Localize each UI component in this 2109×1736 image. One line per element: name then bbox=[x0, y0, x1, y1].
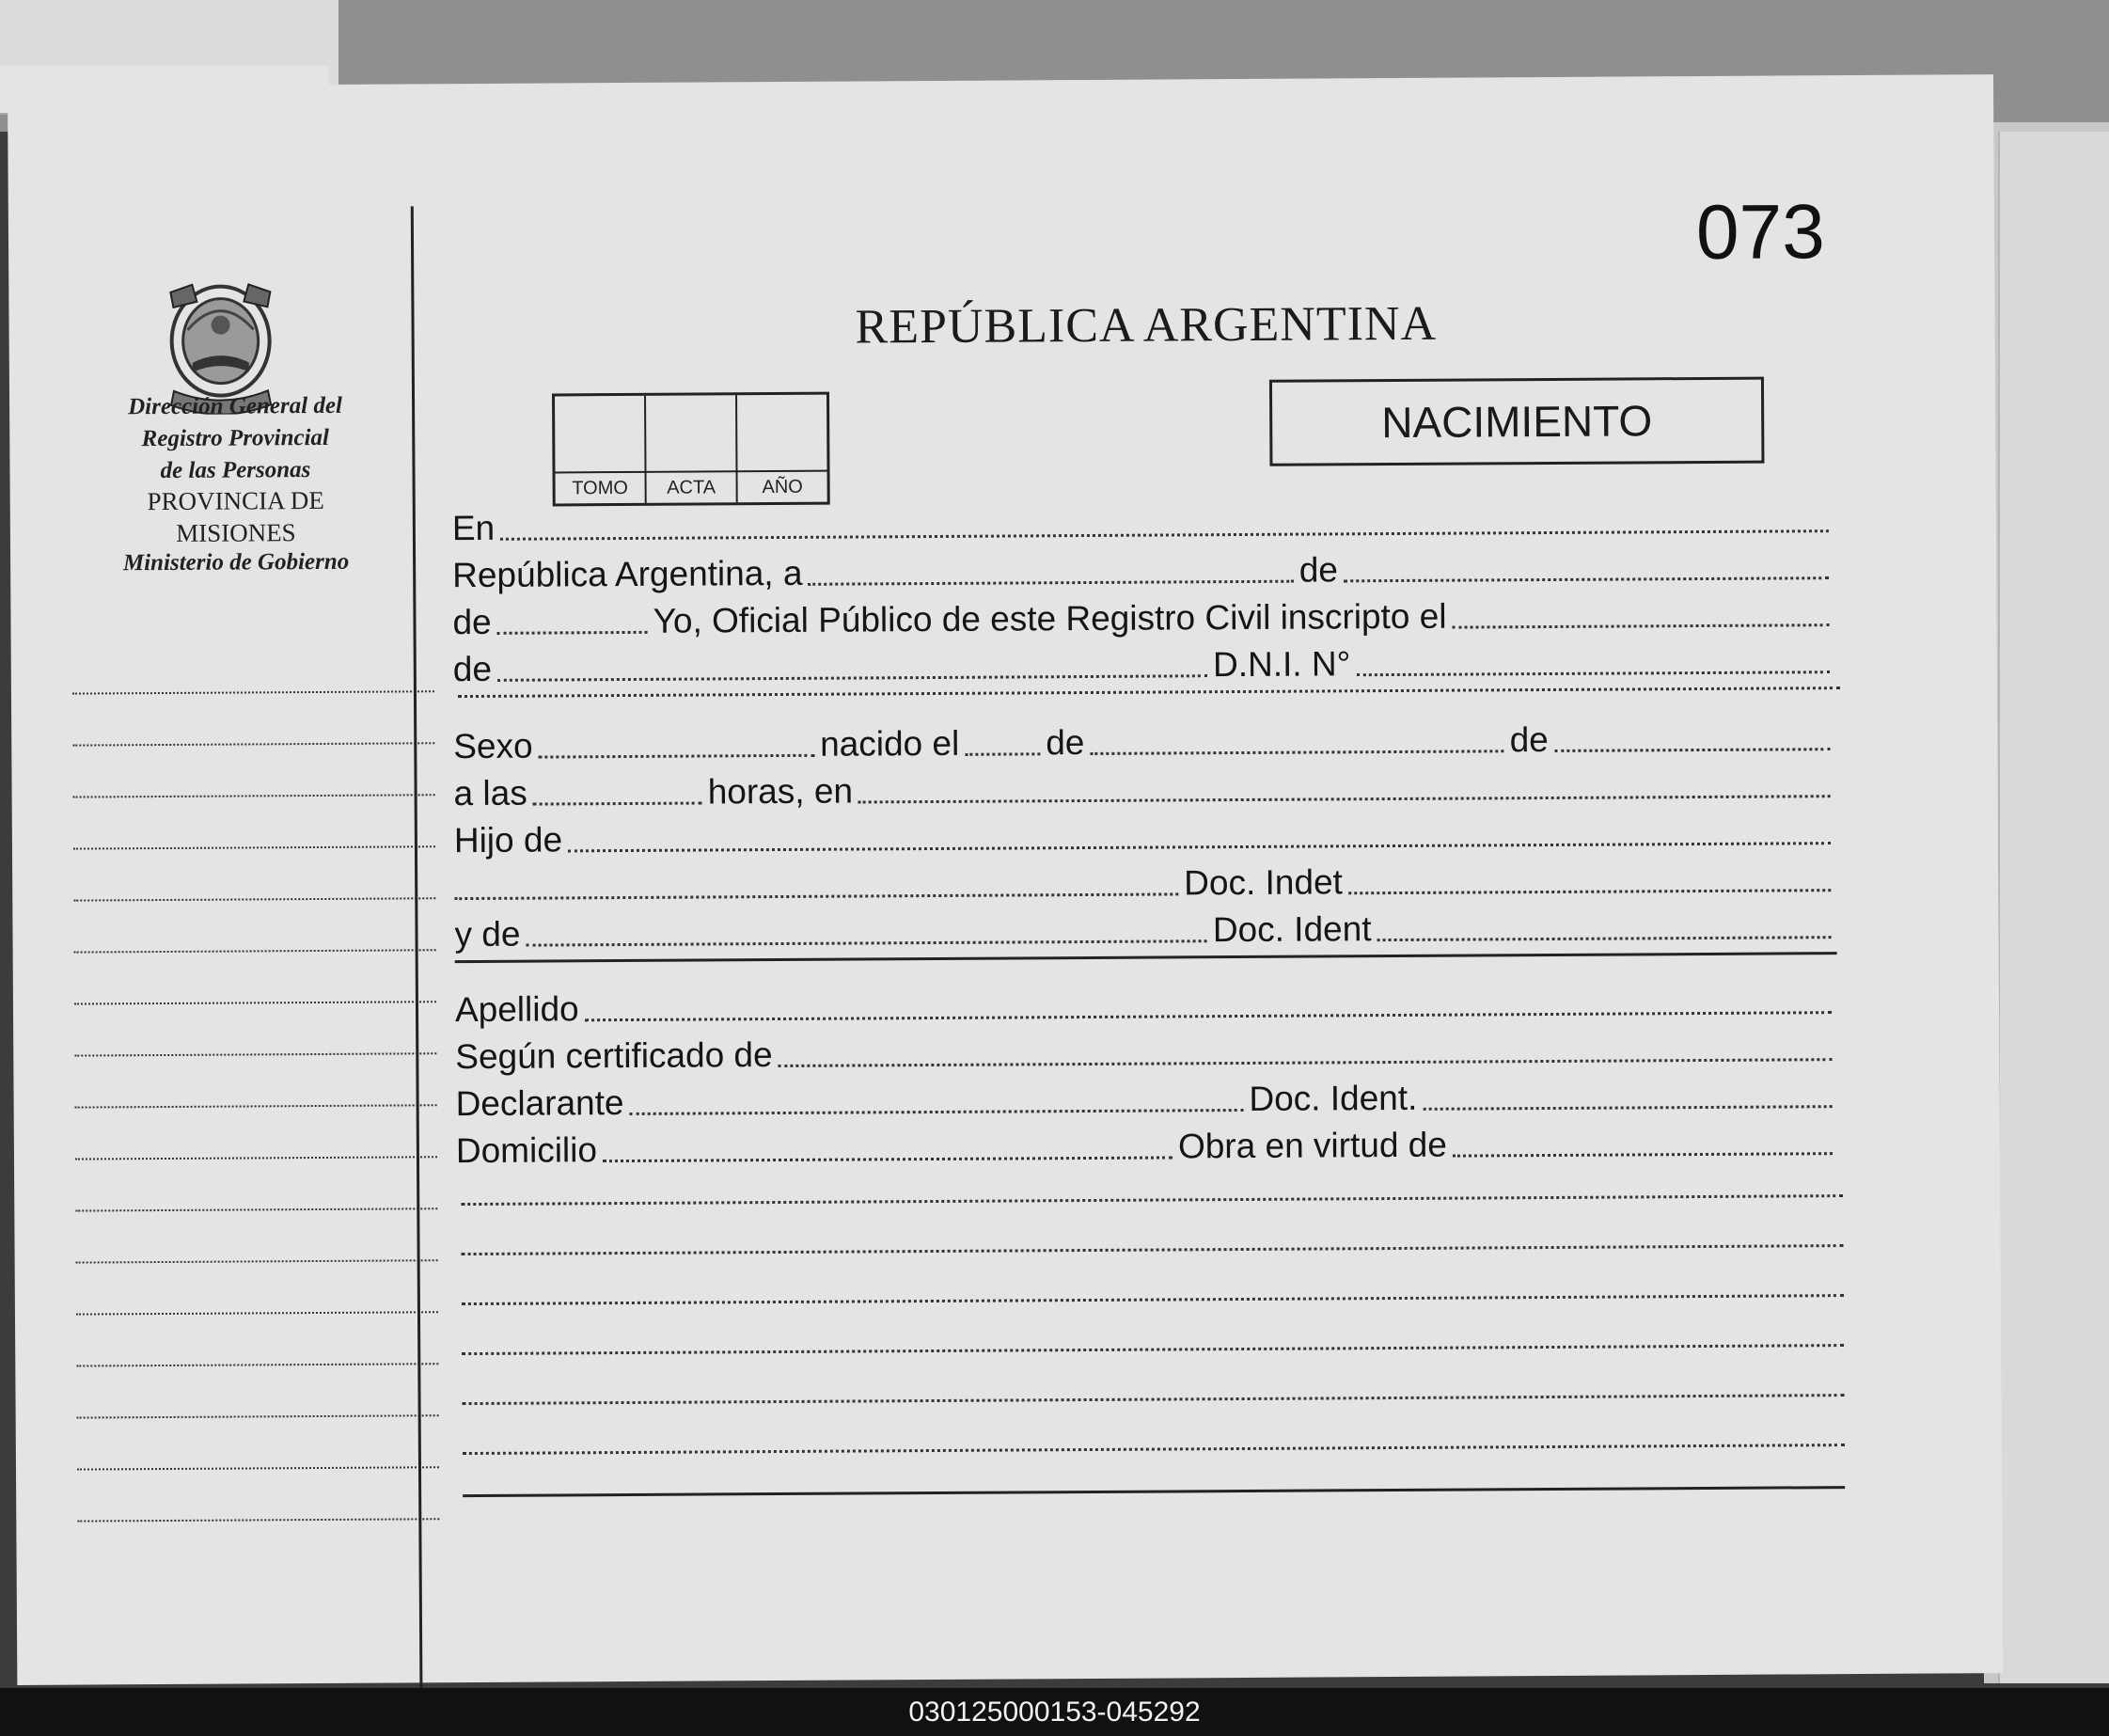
ministry-name: Ministerio de Gobierno bbox=[122, 548, 350, 576]
margin-note-line[interactable] bbox=[76, 1363, 438, 1366]
form-line-sexo: Sexo nacido el de de bbox=[453, 715, 1835, 766]
form-line-doc-indet: Doc. Indet bbox=[454, 856, 1836, 907]
margin-note-line[interactable] bbox=[76, 1259, 438, 1263]
blank-dotted-line[interactable] bbox=[462, 1244, 1844, 1255]
birth-year-field[interactable] bbox=[1554, 748, 1831, 752]
blank-dotted-line[interactable] bbox=[462, 1294, 1844, 1305]
section-rule bbox=[455, 952, 1837, 963]
form-line-en: En bbox=[452, 497, 1834, 548]
authority-field[interactable] bbox=[1453, 1152, 1833, 1157]
country-title: REPÚBLICA ARGENTINA bbox=[855, 296, 1438, 355]
birth-month-field[interactable] bbox=[1090, 750, 1503, 755]
blank-dotted-line[interactable] bbox=[458, 687, 1840, 698]
record-number: 073 bbox=[1695, 189, 1826, 276]
margin-note-line[interactable] bbox=[73, 845, 435, 849]
birth-record-form bbox=[8, 74, 2003, 1685]
blank-dotted-line[interactable] bbox=[463, 1444, 1845, 1455]
father-name-field[interactable] bbox=[568, 842, 1831, 852]
sex-field[interactable] bbox=[539, 754, 815, 759]
father-doc-field[interactable] bbox=[1348, 889, 1831, 894]
margin-note-line[interactable] bbox=[77, 1518, 439, 1522]
surname-field[interactable] bbox=[585, 1011, 1832, 1021]
section-rule bbox=[463, 1486, 1845, 1497]
margin-note-line[interactable] bbox=[75, 1207, 437, 1211]
document-code: 030125000153-045292 bbox=[908, 1697, 1201, 1728]
province-name: PROVINCIA DE MISIONES bbox=[147, 485, 324, 547]
margin-note-line[interactable] bbox=[73, 794, 435, 797]
acta-box[interactable]: ACTA bbox=[646, 395, 738, 503]
form-line-segun: Según certificado de bbox=[455, 1025, 1837, 1077]
certificate-field[interactable] bbox=[779, 1058, 1833, 1067]
margin-note-line[interactable] bbox=[75, 1104, 437, 1108]
birth-place-field[interactable] bbox=[858, 795, 1831, 803]
margin-note-line[interactable] bbox=[75, 1156, 437, 1160]
declarant-field[interactable] bbox=[630, 1109, 1244, 1115]
mother-name-field[interactable] bbox=[527, 939, 1207, 946]
birth-day-field[interactable] bbox=[965, 752, 1040, 755]
blank-dotted-line[interactable] bbox=[461, 1194, 1843, 1206]
ano-box[interactable]: AÑO bbox=[737, 395, 827, 503]
form-line-declarante: Declarante Doc. Ident. bbox=[455, 1072, 1837, 1124]
form-line-oficial: de Yo, Oficial Público de este Registro Civil inscripto el bbox=[452, 591, 1834, 642]
form-line-republica: República Argentina, a de bbox=[452, 544, 1834, 595]
year-field[interactable] bbox=[497, 631, 648, 635]
address-field[interactable] bbox=[603, 1156, 1173, 1162]
day-field[interactable] bbox=[809, 580, 1294, 586]
form-line-hijo: Hijo de bbox=[454, 809, 1836, 860]
margin-note-line[interactable] bbox=[76, 1311, 438, 1315]
blank-dotted-line[interactable] bbox=[462, 1344, 1844, 1355]
blank-dotted-line[interactable] bbox=[463, 1394, 1845, 1405]
form-line-y-de: y de Doc. Ident bbox=[454, 903, 1836, 955]
margin-note-line[interactable] bbox=[74, 1052, 436, 1056]
office-name: Dirección General del Registro Provincial de las Personas bbox=[128, 392, 343, 484]
margin-note-line[interactable] bbox=[72, 742, 434, 746]
place-field[interactable] bbox=[500, 529, 1829, 541]
margin-note-line[interactable] bbox=[74, 949, 436, 953]
record-type-box: NACIMIENTO bbox=[1269, 377, 1765, 466]
inscription-date-field[interactable] bbox=[1453, 623, 1830, 628]
father-name-cont-field[interactable] bbox=[454, 892, 1178, 900]
form-line-domicilio: Domicilio Obra en virtud de bbox=[456, 1119, 1838, 1171]
margin-note-line[interactable] bbox=[74, 1001, 436, 1004]
scan-footer bbox=[0, 1688, 2109, 1736]
month-field[interactable] bbox=[1344, 576, 1829, 582]
margin-note-line[interactable] bbox=[73, 897, 435, 901]
tomo-acta-ano-boxes bbox=[552, 392, 830, 507]
form-line-apellido: Apellido bbox=[455, 978, 1837, 1030]
dni-field[interactable] bbox=[1356, 671, 1829, 676]
tomo-box[interactable]: TOMO bbox=[555, 396, 647, 504]
declarant-doc-field[interactable] bbox=[1423, 1105, 1832, 1111]
official-name-field[interactable] bbox=[497, 674, 1207, 682]
hour-field[interactable] bbox=[533, 802, 702, 806]
margin-note-line[interactable] bbox=[72, 690, 434, 694]
form-line-dni: de D.N.I. N° bbox=[453, 638, 1835, 689]
form-line-horas: a las horas, en bbox=[453, 762, 1835, 813]
margin-note-line[interactable] bbox=[77, 1466, 439, 1470]
margin-note-line[interactable] bbox=[77, 1414, 439, 1418]
background-sheet bbox=[1998, 132, 2109, 1683]
mother-doc-field[interactable] bbox=[1377, 936, 1832, 941]
